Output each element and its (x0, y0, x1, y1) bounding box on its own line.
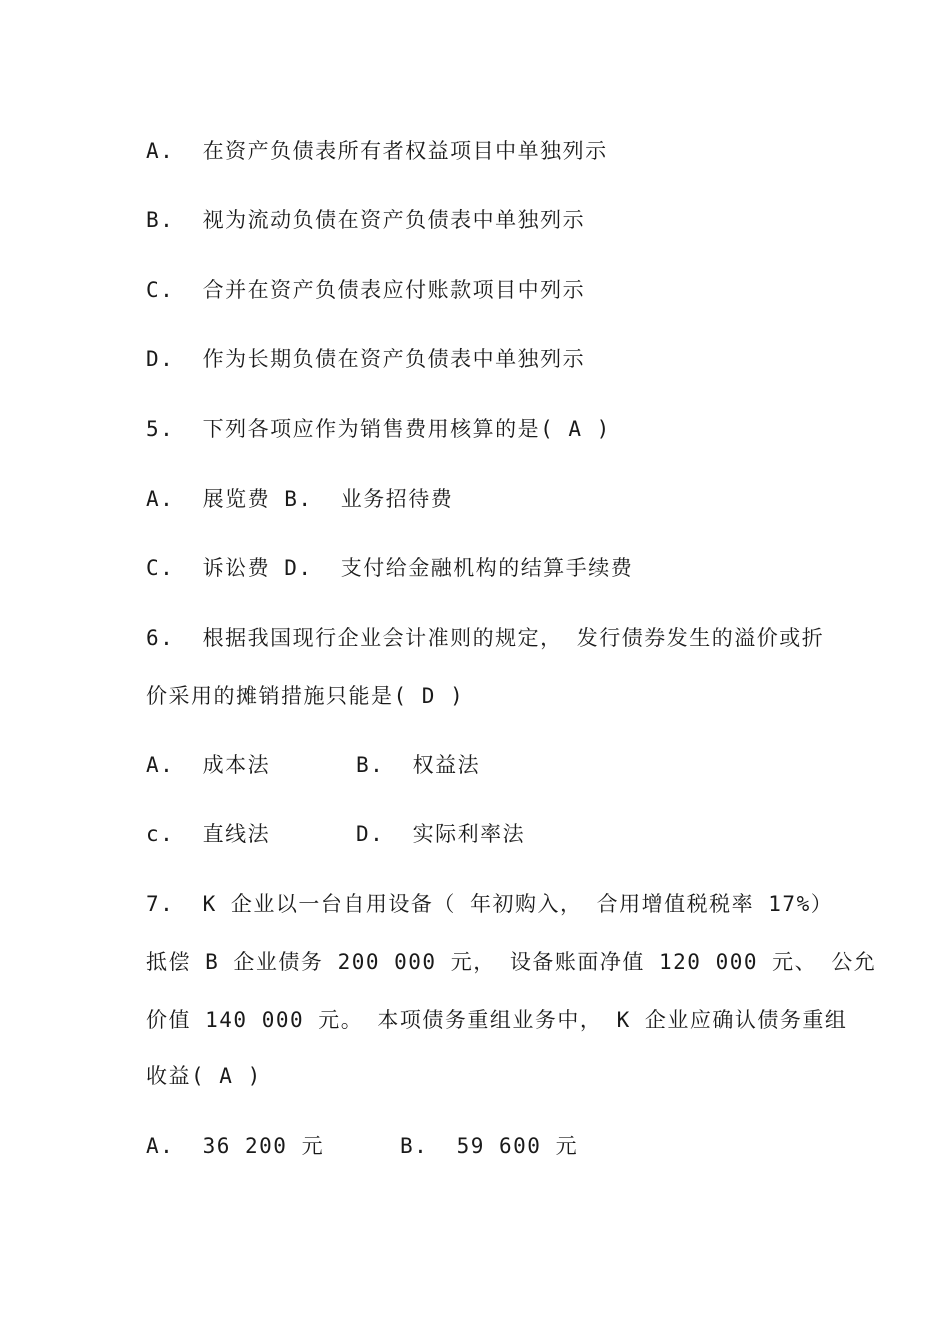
option-line: B. 权益法 (356, 753, 481, 777)
option-line: B. 视为流动负债在资产负债表中单独列示 (146, 208, 586, 232)
option-line: D. 实际利率法 (356, 822, 526, 846)
option-line: B. 59 600 元 (400, 1134, 579, 1158)
option-line: c. 直线法 (146, 822, 271, 846)
question-line: 价值 140 000 元。 本项债务重组业务中， K 企业应确认债务重组 (146, 1008, 848, 1032)
option-line: A. 成本法 (146, 753, 271, 777)
option-line: A. 在资产负债表所有者权益项目中单独列示 (146, 139, 608, 163)
question-line: 收益( A ) (146, 1064, 262, 1088)
question-line: 5. 下列各项应作为销售费用核算的是( A ) (146, 417, 611, 441)
option-line: C. 合并在资产负债表应付账款项目中列示 (146, 278, 586, 302)
option-line: C. 诉讼费 D. 支付给金融机构的结算手续费 (146, 556, 634, 580)
option-line: D. 作为长期负债在资产负债表中单独列示 (146, 347, 586, 371)
question-line: 价采用的摊销措施只能是( D ) (146, 684, 465, 708)
question-line: 6. 根据我国现行企业会计准则的规定， 发行债券发生的溢价或折 (146, 626, 825, 650)
question-line: 抵偿 B 企业债务 200 000 元， 设备账面净值 120 000 元、 公允 (146, 950, 877, 974)
option-line: A. 展览费 B. 业务招待费 (146, 487, 454, 511)
question-line: 7. K 企业以一台自用设备（ 年初购入， 合用增值税税率 17%） (146, 892, 834, 916)
option-line: A. 36 200 元 (146, 1134, 325, 1158)
